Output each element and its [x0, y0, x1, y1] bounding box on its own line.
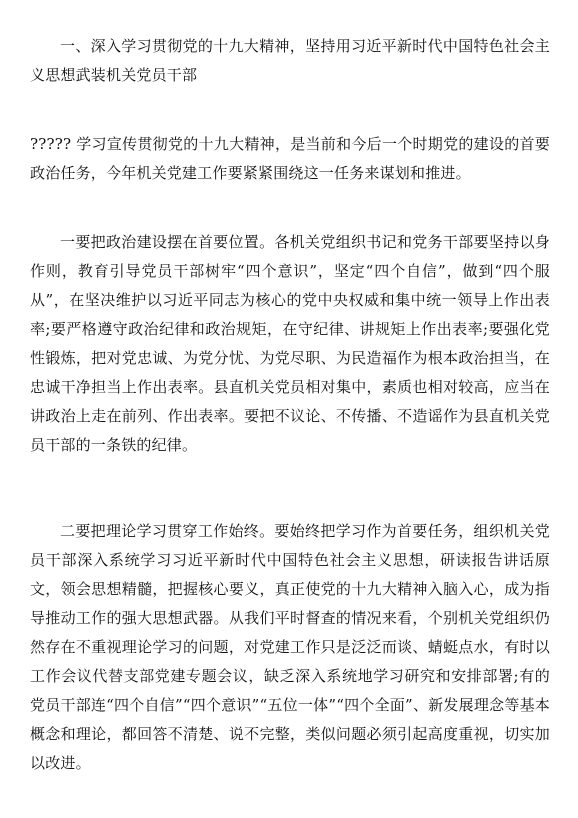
- paragraph-political-building: 一要把政治建设摆在首要位置。各机关党组织书记和党务干部要坚持以身作则，教育引导党员干部树牢“四个意识”，坚定“四个自信”，做到“四个服从”，在坚决维护以习近平同志为核心的党中央权威和集中统一领导上作出表率;要严格遵守政治纪律和政治规矩，在守纪律、讲规矩上作出表率;要强化党性锻炼，把对党忠诚、为党分忧、为党尽职、为民造福作为根本政治担当，在忠诚干净担当上作出表率。县直机关党员相对集中，素质也相对较高，应当在讲政治上走在前列、作出表率。要把不议论、不传播、不造谣作为县直机关党员干部的一条铁的纪律。: [30, 233, 550, 454]
- paragraph-intro: ????? 学习宣传贯彻党的十九大精神，是当前和今后一个时期党的建设的首要政治任务，今年机关党建工作要紧紧围绕这一任务来谋划和推进。: [30, 135, 550, 182]
- paragraph-theory-study: 二要把理论学习贯穿工作始终。要始终把学习作为首要任务，组织机关党员干部深入系统学习习近平新时代中国特色社会主义思想，研读报告讲话原文，领会思想精髓，把握核心要义，真正使党的十九大精神入脑入心，成为指导推动工作的强大思想武器。从我们平时督查的情况来看，个别机关党组织仍然存在不重视理论学习的问题，对党建工作只是泛泛而谈、蜻蜓点水，有时以工作会议代替支部党建专题会议，缺乏深入系统地学习研究和安排部署;有的党员干部连“四个自信”“四个意识”“五位一体”“四个全面”、新发展理念等基本概念和理论，都回答不清楚、说不完整，类似问题必须引起高度重视，切实加以改进。: [30, 522, 550, 772]
- section-heading: 一、深入学习贯彻党的十九大精神，坚持用习近平新时代中国特色社会主义思想武装机关党员干部: [30, 37, 550, 84]
